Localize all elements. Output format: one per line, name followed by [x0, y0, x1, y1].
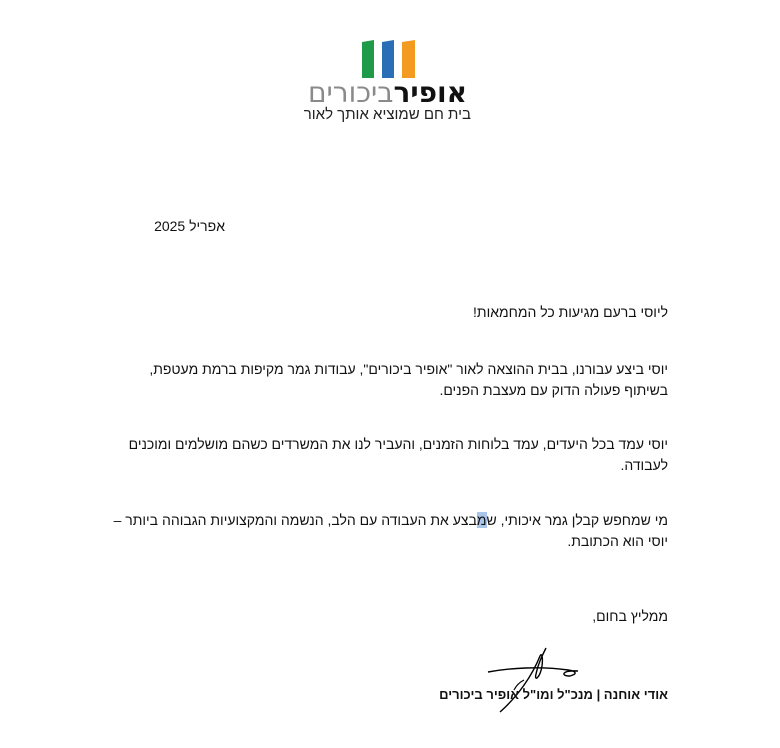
blue-book-icon [382, 40, 394, 78]
letter-date: אפריל 2025 [154, 218, 225, 234]
books-logo-icon [360, 38, 420, 78]
letter-headline: ליוסי ברעם מגיעות כל המחמאות! [473, 304, 668, 320]
letter-closing: ממליץ בחום, [592, 608, 668, 624]
letter-paragraph-2: יוסי עמד בכל היעדים, עמד בלוחות הזמנים, והעביר לנו את המשרדים כשהם מושלמים ומוכנים לעבודה. [128, 436, 668, 473]
handwritten-signature [480, 646, 590, 716]
brand-name-part2: ביכורים [307, 76, 394, 109]
orange-book-icon [402, 40, 415, 78]
paragraph-3-text-start: מי שמחפש קבלן גמר איכותי, ש [486, 512, 668, 528]
signer-name-title: אודי אוחנה | מנכ"ל ומו"ל אופיר ביכורים [439, 687, 668, 702]
brand-name [308, 78, 467, 108]
brand-name-part1: אופיר [393, 76, 467, 109]
letter-paragraph-1: יוסי ביצע עבורנו, בבית ההוצאה לאור "אופיר ביכורים", עבודות גמר מקיפות ברמת מעטפת, בשיתוף פעולה הדוק עם מעצבת הפנים. [149, 361, 668, 398]
letter-paragraph-3 [108, 510, 668, 552]
paragraph-3-text-end: בצע את העבודה עם הלב, הנשמה והמקצועיות הגבוהה ביותר – יוסי הוא הכתובת. [113, 512, 668, 549]
brand-tagline: בית חם שמוציא אותך לאור [303, 106, 471, 123]
company-logo [300, 36, 475, 126]
green-book-icon [362, 40, 374, 78]
selected-text-highlight[interactable]: מ [476, 512, 487, 528]
